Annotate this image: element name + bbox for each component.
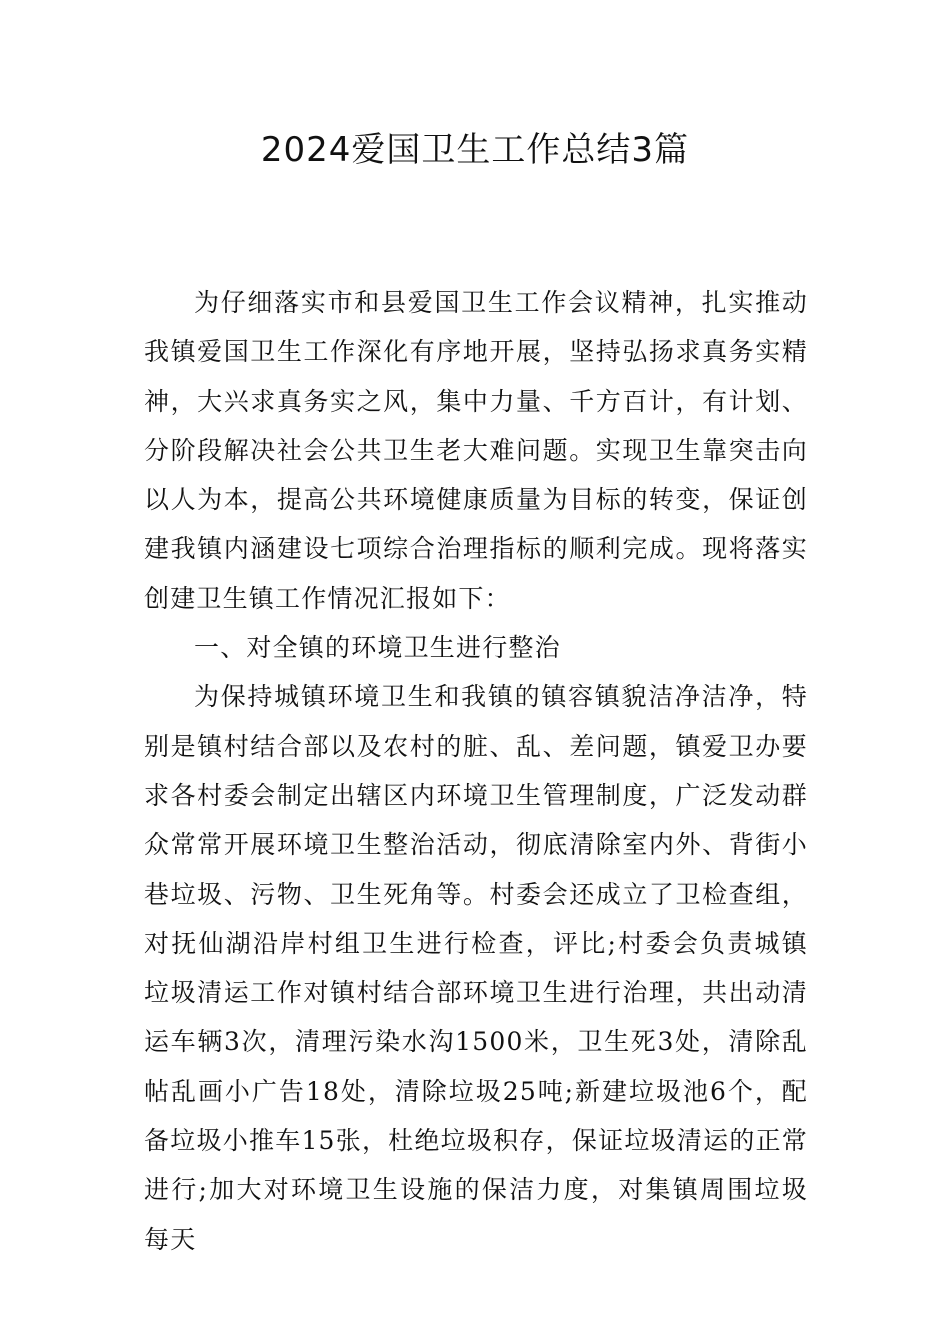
paragraph-intro: 为仔细落实市和县爱国卫生工作会议精神，扎实推动我镇爱国卫生工作深化有序地开展，坚持弘扬求真务实精神，大兴求真务实之风，集中力量、千方百计，有计划、分阶段解决社会公共卫生老大难问题。实现卫生靠突击向以人为本，提高公共环境健康质量为目标的转变，保证创建我镇内涵建设七项综合治理指标的顺利完成。现将落实创建卫生镇工作情况汇报如下：: [144, 288, 808, 613]
document-title: 2024爱国卫生工作总结3篇: [260, 130, 690, 170]
document-body: [144, 278, 808, 1264]
paragraph-section-1: 为保持城镇环境卫生和我镇的镇容镇貌洁净洁净，特别是镇村结合部以及农村的脏、乱、差问题，镇爱卫办要求各村委会制定出辖区内环境卫生管理制度，广泛发动群众常常开展环境卫生整治活动，彻底清除室内外、背街小巷垃圾、污物、卫生死角等。村委会还成立了卫检查组，对抚仙湖沿岸村组卫生进行检查，评比;村委会负责城镇垃圾清运工作对镇村结合部环境卫生进行治理，共出动清运车辆3次，清理污染水沟1500米，卫生死3处，清除乱帖乱画小广告18处，清除垃圾25吨;新建垃圾池6个，配备垃圾小推车15张，杜绝垃圾积存，保证垃圾清运的正常进行;加大对环境卫生设施的保洁力度，对集镇周围垃圾每天: [144, 682, 808, 1254]
section-heading-1: 一、对全镇的环境卫生进行整治: [194, 633, 561, 663]
